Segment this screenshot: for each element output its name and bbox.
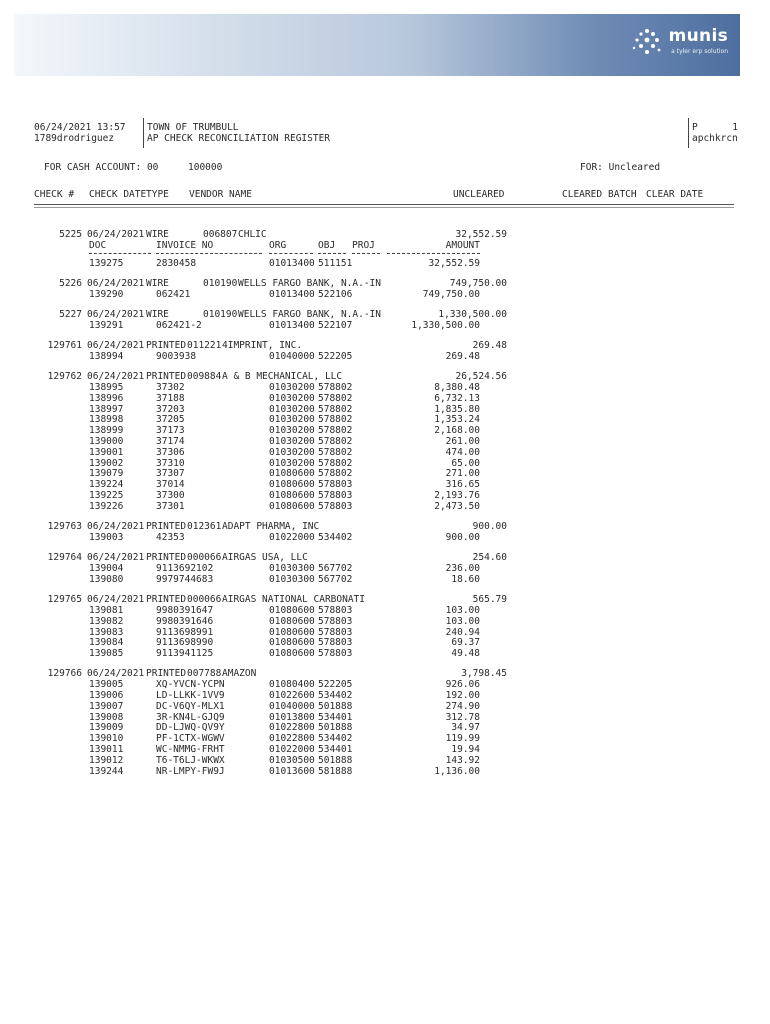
line-invoice: 062421 <box>156 288 191 300</box>
subhead-proj: PROJ <box>352 239 375 251</box>
line-obj: 567702 <box>318 573 353 585</box>
check-number: 129764 <box>47 552 82 564</box>
line-invoice: 9003938 <box>156 350 197 362</box>
line-doc: 139083 <box>89 626 124 638</box>
line-invoice: 062421-2 <box>156 319 202 331</box>
check-number: 5227 <box>59 309 82 320</box>
check-number: 129761 <box>47 340 82 352</box>
line-amount: 1,835.80 <box>434 403 480 415</box>
line-invoice: 37310 <box>156 457 185 469</box>
line-org: 01030200 <box>269 446 315 458</box>
line-doc: 139080 <box>89 573 124 585</box>
line-amount: 926.06 <box>445 679 480 691</box>
check-date: 06/24/2021 <box>87 309 145 320</box>
line-doc: 139006 <box>89 690 124 701</box>
check-number: 129762 <box>47 371 82 383</box>
line-invoice: 37203 <box>156 403 185 415</box>
check-date: 06/24/2021 <box>87 277 145 289</box>
line-invoice: DC-V6QY-MLX1 <box>156 700 225 712</box>
col-check: CHECK # <box>34 189 75 200</box>
line-doc: 139291 <box>89 319 124 331</box>
line-doc: 139079 <box>89 468 124 480</box>
logo-wordmark: munis <box>668 26 728 46</box>
line-obj: 578803 <box>318 490 353 501</box>
line-amount: 32,552.59 <box>428 257 480 269</box>
line-org: 01080600 <box>269 490 315 501</box>
line-obj: 522205 <box>318 350 353 362</box>
check-date: 06/24/2021 <box>87 594 145 606</box>
line-obj: 534402 <box>318 690 353 701</box>
line-amount: 19.94 <box>451 744 480 755</box>
line-obj: 578803 <box>318 615 353 627</box>
header-rule <box>34 204 734 205</box>
header-divider-right <box>688 118 689 148</box>
line-invoice: 37173 <box>156 425 185 437</box>
vendor-number: 000066 <box>187 552 222 564</box>
line-obj: 578803 <box>318 479 353 491</box>
filter-label: FOR: Uncleared <box>580 162 661 173</box>
line-doc: 138999 <box>89 425 124 437</box>
subhead-doc: DOC <box>89 239 107 251</box>
report-user: 1789drodriguez <box>34 133 115 144</box>
line-org: 01030200 <box>269 392 315 404</box>
line-obj: 534401 <box>318 711 353 723</box>
line-invoice: 37014 <box>156 479 185 491</box>
line-doc: 138996 <box>89 392 124 404</box>
check-date: 06/24/2021 <box>87 521 145 533</box>
line-obj: 578803 <box>318 500 353 512</box>
line-amount: 192.00 <box>445 690 480 701</box>
line-org: 01030200 <box>269 414 315 426</box>
line-amount: 312.78 <box>445 711 480 723</box>
check-date: 06/24/2021 <box>87 229 145 240</box>
line-org: 01013400 <box>269 288 315 300</box>
line-org: 01013600 <box>269 765 315 777</box>
line-obj: 578803 <box>318 648 353 660</box>
page-number: 1 <box>732 122 738 133</box>
line-org: 01022800 <box>269 733 315 745</box>
line-doc: 139011 <box>89 744 124 755</box>
uncleared-amount: 254.60 <box>472 552 507 564</box>
line-amount: 103.00 <box>445 604 480 616</box>
line-doc: 139002 <box>89 457 124 469</box>
subheader-underline <box>387 253 480 254</box>
line-org: 01040000 <box>269 700 315 712</box>
col-batch: BATCH <box>608 189 637 200</box>
line-org: 01022800 <box>269 722 315 734</box>
vendor-number: 012361 <box>187 521 222 533</box>
check-number: 5225 <box>59 229 82 240</box>
uncleared-amount: 269.48 <box>472 340 507 352</box>
line-amount: 316.65 <box>445 479 480 491</box>
line-invoice: 2830458 <box>156 257 197 269</box>
vendor-number: 007788 <box>187 668 222 680</box>
line-doc: 139084 <box>89 637 124 649</box>
line-invoice: 9113941125 <box>156 648 214 660</box>
line-amount: 1,136.00 <box>434 765 480 777</box>
subheader-underline <box>318 253 346 254</box>
subhead-amount: AMOUNT <box>445 239 480 251</box>
vendor-number: 010190 <box>203 277 238 289</box>
check-date: 06/24/2021 <box>87 371 145 383</box>
line-invoice: LD-LLKK-1VV9 <box>156 690 225 701</box>
line-obj: 578802 <box>318 425 353 437</box>
uncleared-amount: 749,750.00 <box>449 277 507 289</box>
check-type: PRINTED <box>146 340 187 352</box>
subhead-invoice: INVOICE NO <box>156 239 214 251</box>
line-org: 01022600 <box>269 690 315 701</box>
check-date: 06/24/2021 <box>87 552 145 564</box>
vendor-name: AIRGAS NATIONAL CARBONATI <box>222 594 365 606</box>
check-type: WIRE <box>146 309 169 320</box>
check-type: WIRE <box>146 277 169 289</box>
line-invoice: 3R-KN4L-GJQ9 <box>156 711 225 723</box>
line-obj: 578802 <box>318 414 353 426</box>
line-amount: 65.00 <box>451 457 480 469</box>
line-amount: 749,750.00 <box>422 288 480 300</box>
line-org: 01030200 <box>269 382 315 393</box>
check-type: PRINTED <box>146 371 187 383</box>
col-cleared: CLEARED <box>562 189 603 200</box>
line-doc: 138998 <box>89 414 124 426</box>
line-org: 01080400 <box>269 679 315 691</box>
check-type: WIRE <box>146 229 169 240</box>
munis-logo <box>669 26 728 55</box>
check-type: PRINTED <box>146 668 187 680</box>
line-org: 01080600 <box>269 479 315 491</box>
line-obj: 578802 <box>318 457 353 469</box>
line-org: 01080600 <box>269 604 315 616</box>
vendor-name: WELLS FARGO BANK, N.A.-IN <box>238 277 381 289</box>
line-org: 01013400 <box>269 319 315 331</box>
vendor-name: A & B MECHANICAL, LLC <box>222 371 343 383</box>
line-doc: 139003 <box>89 531 124 543</box>
line-obj: 578802 <box>318 436 353 447</box>
line-org: 01030500 <box>269 754 315 766</box>
line-amount: 900.00 <box>445 531 480 543</box>
line-invoice: XQ-YVCN-YCPN <box>156 679 225 691</box>
line-invoice: 9113698991 <box>156 626 214 638</box>
header-rule-double <box>34 207 734 208</box>
line-invoice: 37300 <box>156 490 185 501</box>
line-amount: 18.60 <box>451 573 480 585</box>
line-invoice: 42353 <box>156 531 185 543</box>
dots-logo-icon <box>631 28 663 56</box>
line-invoice: 9980391646 <box>156 615 214 627</box>
line-obj: 501888 <box>318 700 353 712</box>
line-invoice: 37188 <box>156 392 185 404</box>
line-org: 01030300 <box>269 573 315 585</box>
subhead-org: ORG <box>269 239 287 251</box>
line-org: 01080600 <box>269 615 315 627</box>
line-obj: 501888 <box>318 754 353 766</box>
line-amount: 2,168.00 <box>434 425 480 437</box>
check-number: 5226 <box>59 277 82 289</box>
subheader-underline <box>269 253 313 254</box>
cash-account-number: 100000 <box>188 162 223 173</box>
subheader-underline <box>156 253 262 254</box>
check-date: 06/24/2021 <box>87 340 145 352</box>
vendor-name: CHLIC <box>238 229 267 240</box>
vendor-name: ADAPT PHARMA, INC <box>222 521 320 533</box>
logo-tagline: a tyler erp solution <box>671 48 728 55</box>
line-doc: 138994 <box>89 350 124 362</box>
line-amount: 274.90 <box>445 700 480 712</box>
line-amount: 119.99 <box>445 733 480 745</box>
report-banner <box>14 14 740 76</box>
line-org: 01080600 <box>269 468 315 480</box>
col-clear-date: CLEAR DATE <box>646 189 704 200</box>
line-doc: 139082 <box>89 615 124 627</box>
line-doc: 139001 <box>89 446 124 458</box>
line-amount: 103.00 <box>445 615 480 627</box>
line-amount: 34.97 <box>451 722 480 734</box>
line-obj: 578803 <box>318 604 353 616</box>
uncleared-amount: 565.79 <box>472 594 507 606</box>
line-amount: 143.92 <box>445 754 480 766</box>
line-doc: 139004 <box>89 563 124 574</box>
line-obj: 581888 <box>318 765 353 777</box>
vendor-number: 010190 <box>203 309 238 320</box>
line-amount: 1,330,500.00 <box>411 319 480 331</box>
line-obj: 578802 <box>318 382 353 393</box>
line-doc: 139007 <box>89 700 124 712</box>
line-obj: 534402 <box>318 733 353 745</box>
line-invoice: 37205 <box>156 414 185 426</box>
line-doc: 139008 <box>89 711 124 723</box>
line-obj: 522107 <box>318 319 353 331</box>
line-obj: 511151 <box>318 257 353 269</box>
line-amount: 69.37 <box>451 637 480 649</box>
line-obj: 522106 <box>318 288 353 300</box>
line-doc: 139012 <box>89 754 124 766</box>
line-amount: 474.00 <box>445 446 480 458</box>
page-label: P <box>692 122 698 133</box>
uncleared-amount: 1,330,500.00 <box>438 309 507 320</box>
line-doc: 139005 <box>89 679 124 691</box>
line-doc: 139225 <box>89 490 124 501</box>
line-org: 01040000 <box>269 350 315 362</box>
check-type: PRINTED <box>146 552 187 564</box>
line-amount: 8,380.48 <box>434 382 480 393</box>
line-amount: 261.00 <box>445 436 480 447</box>
line-invoice: DD-LJWQ-QV9Y <box>156 722 225 734</box>
line-amount: 6,732.13 <box>434 392 480 404</box>
line-invoice: 9113692102 <box>156 563 214 574</box>
line-org: 01022000 <box>269 744 315 755</box>
line-amount: 240.94 <box>445 626 480 638</box>
line-amount: 49.48 <box>451 648 480 660</box>
line-org: 01030200 <box>269 457 315 469</box>
line-invoice: 37174 <box>156 436 185 447</box>
check-number: 129766 <box>47 668 82 680</box>
line-obj: 534402 <box>318 531 353 543</box>
line-doc: 139244 <box>89 765 124 777</box>
line-doc: 139275 <box>89 257 124 269</box>
line-invoice: 37306 <box>156 446 185 458</box>
col-uncleared: UNCLEARED <box>453 189 505 200</box>
line-invoice: 37301 <box>156 500 185 512</box>
col-vendor-name: VENDOR NAME <box>189 189 252 200</box>
check-type: PRINTED <box>146 521 187 533</box>
line-doc: 139290 <box>89 288 124 300</box>
program-name: apchkrcn <box>692 133 738 144</box>
line-doc: 139224 <box>89 479 124 491</box>
line-obj: 567702 <box>318 563 353 574</box>
line-amount: 236.00 <box>445 563 480 574</box>
line-obj: 578802 <box>318 446 353 458</box>
line-obj: 534401 <box>318 744 353 755</box>
uncleared-amount: 32,552.59 <box>455 229 507 240</box>
vendor-number: 009884 <box>187 371 222 383</box>
subheader-underline <box>89 253 151 254</box>
check-number: 129763 <box>47 521 82 533</box>
line-obj: 578803 <box>318 626 353 638</box>
line-invoice: 37302 <box>156 382 185 393</box>
line-amount: 271.00 <box>445 468 480 480</box>
line-obj: 578802 <box>318 392 353 404</box>
line-org: 01022000 <box>269 531 315 543</box>
vendor-name: AMAZON <box>222 668 257 680</box>
line-doc: 139010 <box>89 733 124 745</box>
line-org: 01080600 <box>269 500 315 512</box>
line-doc: 139009 <box>89 722 124 734</box>
line-amount: 269.48 <box>445 350 480 362</box>
line-invoice: T6-T6LJ-WKWX <box>156 754 225 766</box>
uncleared-amount: 3,798.45 <box>461 668 507 680</box>
vendor-name: WELLS FARGO BANK, N.A.-IN <box>238 309 381 320</box>
line-org: 01013400 <box>269 257 315 269</box>
line-org: 01030300 <box>269 563 315 574</box>
line-org: 01030200 <box>269 425 315 437</box>
line-invoice: 9980391647 <box>156 604 214 616</box>
line-doc: 138997 <box>89 403 124 415</box>
line-amount: 2,473.50 <box>434 500 480 512</box>
line-obj: 578802 <box>318 468 353 480</box>
uncleared-amount: 900.00 <box>472 521 507 533</box>
subhead-obj: OBJ <box>318 239 336 251</box>
vendor-number: 011221 <box>187 340 222 352</box>
line-doc: 139226 <box>89 500 124 512</box>
line-org: 01030200 <box>269 403 315 415</box>
check-number: 129765 <box>47 594 82 606</box>
line-obj: 578803 <box>318 637 353 649</box>
vendor-name: AIRGAS USA, LLC <box>222 552 308 564</box>
cash-account-label: FOR CASH ACCOUNT: 00 <box>44 162 159 173</box>
org-name: TOWN OF TRUMBULL <box>147 122 239 133</box>
vendor-number: 000066 <box>187 594 222 606</box>
line-doc: 139081 <box>89 604 124 616</box>
line-invoice: 9979744683 <box>156 573 214 585</box>
line-obj: 522205 <box>318 679 353 691</box>
line-obj: 501888 <box>318 722 353 734</box>
line-doc: 139000 <box>89 436 124 447</box>
line-org: 01080600 <box>269 626 315 638</box>
check-type: PRINTED <box>146 594 187 606</box>
line-org: 01013800 <box>269 711 315 723</box>
report-title: AP CHECK RECONCILIATION REGISTER <box>147 133 331 144</box>
line-invoice: 9113698990 <box>156 637 214 649</box>
header-divider-left <box>143 118 144 148</box>
line-invoice: PF-1CTX-WGWV <box>156 733 225 745</box>
line-org: 01080600 <box>269 648 315 660</box>
line-doc: 139085 <box>89 648 124 660</box>
vendor-number: 006807 <box>203 229 238 240</box>
line-amount: 1,353.24 <box>434 414 480 426</box>
line-org: 01030200 <box>269 436 315 447</box>
line-org: 01080600 <box>269 637 315 649</box>
col-type: TYPE <box>146 189 169 200</box>
line-amount: 2,193.76 <box>434 490 480 501</box>
line-invoice: NR-LMPY-FW9J <box>156 765 225 777</box>
line-doc: 138995 <box>89 382 124 393</box>
report-datetime: 06/24/2021 13:57 <box>34 122 126 133</box>
line-invoice: WC-NMMG-FRHT <box>156 744 225 755</box>
col-check-date: CHECK DATE <box>89 189 147 200</box>
vendor-name: 4IMPRINT, INC. <box>222 340 303 352</box>
uncleared-amount: 26,524.56 <box>455 371 507 383</box>
line-invoice: 37307 <box>156 468 185 480</box>
line-obj: 578802 <box>318 403 353 415</box>
subheader-underline <box>352 253 380 254</box>
check-date: 06/24/2021 <box>87 668 145 680</box>
